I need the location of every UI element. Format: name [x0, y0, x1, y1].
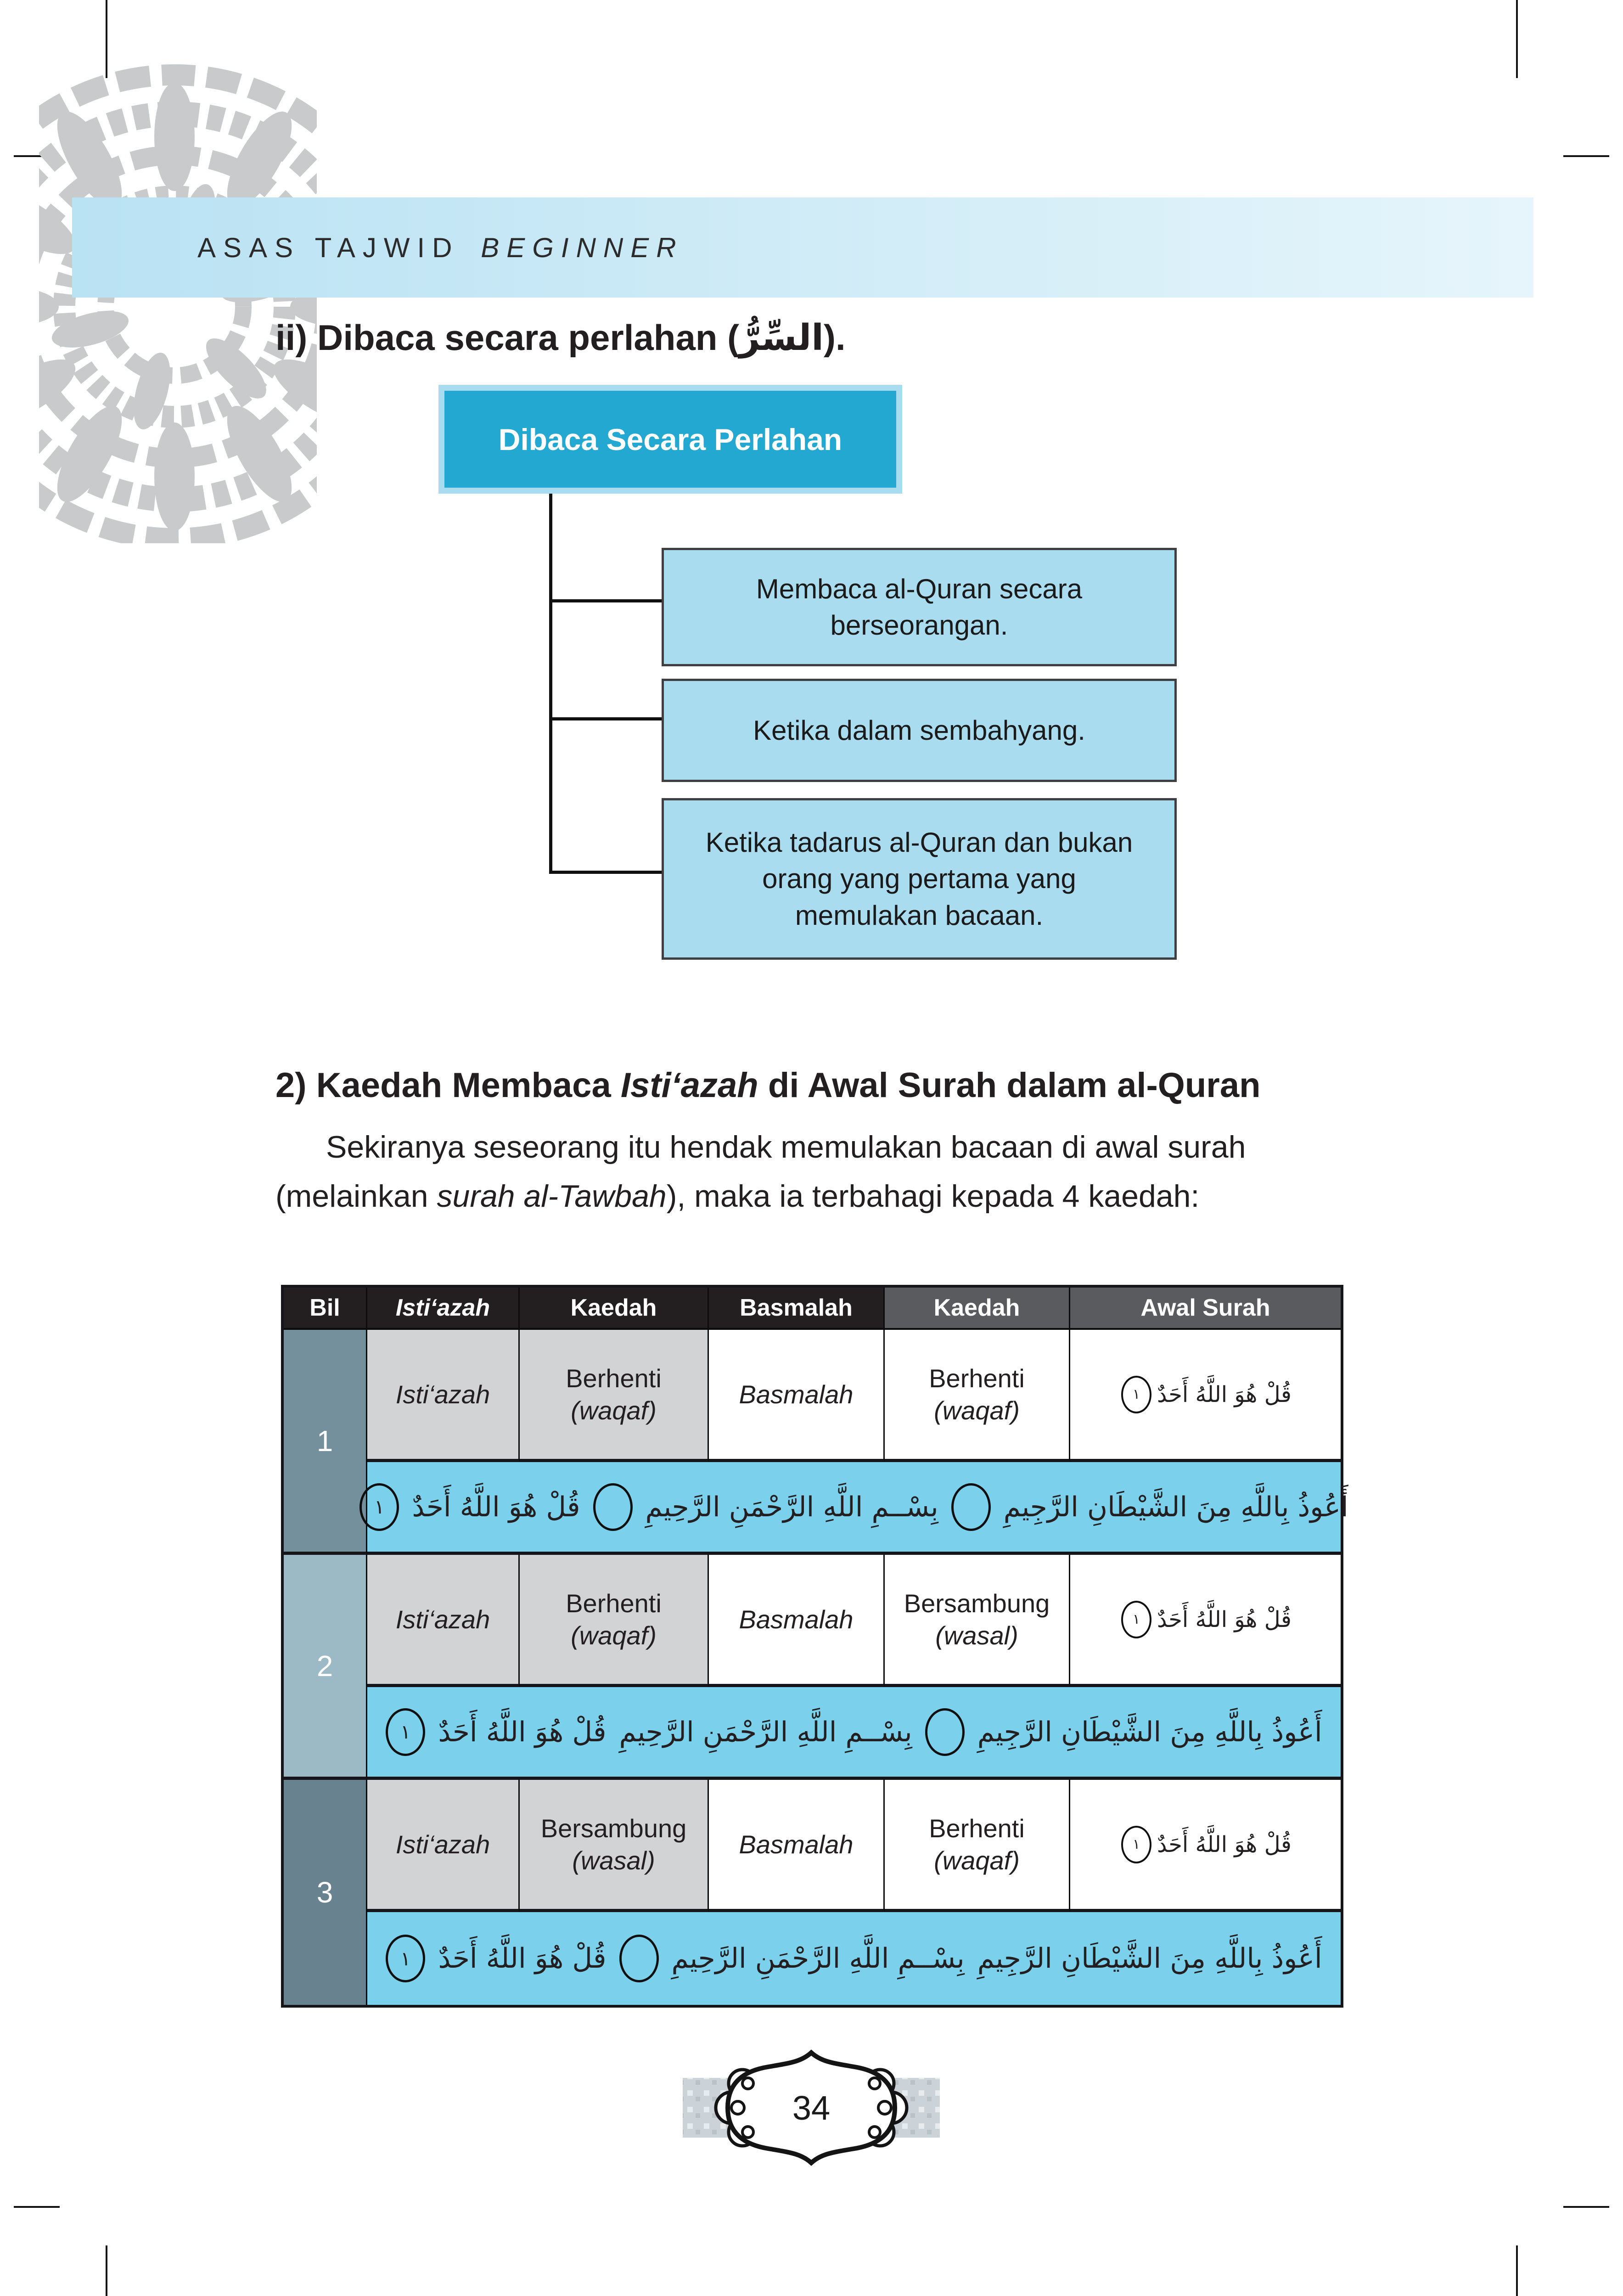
page-number-ornament — [669, 2039, 954, 2177]
example-band — [367, 1912, 1341, 2005]
table-cell-istiazah: Isti‘azah — [367, 1330, 520, 1462]
column-header-kaedah1: Kaedah — [520, 1288, 709, 1330]
crop-mark — [1516, 2245, 1518, 2296]
column-header-istiazah: Isti‘azah — [367, 1288, 520, 1330]
header-band — [72, 197, 1533, 298]
example-recitation-line: أَعُوذُ بِاللَّهِ مِنَ الشَّيْطَانِ الرَّجِيمِ بِسْــمِ اللَّهِ الرَّحْمَنِ الرَّحِيمِ قُلْ هُوَ اللَّهُ أَحَدٌ ١ — [353, 1483, 1354, 1531]
table-cell-awal-surah — [1070, 1330, 1341, 1462]
connector-branch — [549, 599, 662, 602]
table-cell-awal-surah — [1070, 1555, 1341, 1687]
crop-mark — [14, 2206, 60, 2208]
paragraph-line-2: (melainkan surah al-Tawbah), maka ia terbahagi kepada 4 kaedah: — [275, 1179, 1200, 1214]
ayah-marker-icon: ١ — [359, 1483, 399, 1531]
table-row-number: 3 — [284, 1780, 367, 2005]
surah-opening-text: قُلْ هُوَ اللَّهُ أَحَدٌ ١ — [1119, 1826, 1292, 1863]
column-header-kaedah2: Kaedah — [885, 1288, 1070, 1330]
ayah-separator-icon — [619, 1935, 659, 1982]
ayah-separator-icon — [593, 1483, 633, 1531]
example-band — [367, 1687, 1341, 1780]
ayah-marker-icon: ١ — [1121, 1601, 1151, 1638]
example-recitation-line: أَعُوذُ بِاللَّهِ مِنَ الشَّيْطَانِ الرَّجِيمِ بِسْــمِ اللَّهِ الرَّحْمَنِ الرَّحِيمِ قُلْ هُوَ اللَّهُ أَحَدٌ ١ — [379, 1708, 1328, 1756]
ayah-marker-icon: ١ — [386, 1935, 425, 1982]
section2-heading: 2) Kaedah Membaca Isti‘azah di Awal Surah dalam al-Quran — [275, 1066, 1261, 1105]
ayah-separator-icon — [951, 1483, 991, 1531]
paragraph-line-1: Sekiranya seseorang itu hendak memulakan bacaan di awal surah — [326, 1130, 1246, 1165]
table-cell-istiazah: Isti‘azah — [367, 1555, 520, 1687]
table-cell-kaedah2: Berhenti (waqaf) — [885, 1780, 1070, 1912]
table-cell-kaedah2: Berhenti (waqaf) — [885, 1330, 1070, 1462]
table-row-number: 2 — [284, 1555, 367, 1780]
heading-arabic-text: السِّرُّ — [739, 317, 824, 359]
flowchart-child-box-1: Membaca al-Quran secara berseorangan. — [662, 548, 1177, 666]
section1-heading: ii) Dibaca secara perlahan (السِّرُّ). — [275, 317, 846, 359]
series-title-italic: BEGINNER — [481, 232, 684, 263]
table-cell-awal-surah — [1070, 1780, 1341, 1912]
flowchart-child-box-2: Ketika dalam sembahyang. — [662, 679, 1177, 782]
series-title-text: ASAS TAJWID — [197, 232, 460, 263]
table-cell-kaedah1: Bersambung (wasal) — [520, 1780, 709, 1912]
table-cell-basmalah: Basmalah — [709, 1555, 885, 1687]
table-cell-basmalah: Basmalah — [709, 1780, 885, 1912]
column-header-awal-surah: Awal Surah — [1070, 1288, 1341, 1330]
table-cell-kaedah2: Bersambung (wasal) — [885, 1555, 1070, 1687]
surah-opening-text: قُلْ هُوَ اللَّهُ أَحَدٌ ١ — [1119, 1376, 1292, 1413]
crop-mark — [1563, 155, 1609, 157]
series-title — [72, 232, 684, 264]
column-header-bil: Bil — [284, 1288, 367, 1330]
ayah-marker-icon: ١ — [1121, 1826, 1151, 1863]
example-band — [367, 1462, 1348, 1555]
connector-branch — [549, 717, 662, 720]
example-recitation-line: أَعُوذُ بِاللَّهِ مِنَ الشَّيْطَانِ الرَّجِيمِ بِسْــمِ اللَّهِ الرَّحْمَنِ الرَّحِيمِ قُلْ هُوَ اللَّهُ أَحَدٌ ١ — [379, 1935, 1328, 1982]
connector-branch — [549, 871, 662, 874]
kaedah-table — [281, 1285, 1348, 2008]
table-cell-kaedah1: Berhenti (waqaf) — [520, 1330, 709, 1462]
table-row-number: 1 — [284, 1330, 367, 1555]
ayah-marker-icon: ١ — [386, 1708, 425, 1756]
ayah-separator-icon — [925, 1708, 965, 1756]
column-header-basmalah: Basmalah — [709, 1288, 885, 1330]
flowchart-root-box: Dibaca Secara Perlahan — [438, 385, 902, 494]
crop-mark — [1516, 0, 1518, 78]
ayah-marker-icon: ١ — [1121, 1376, 1151, 1413]
crop-mark — [106, 2245, 107, 2296]
table-cell-basmalah: Basmalah — [709, 1330, 885, 1462]
flowchart-child-box-3: Ketika tadarus al-Quran dan bukan orang yang pertama yang memulakan bacaan. — [662, 798, 1177, 960]
table-cell-istiazah: Isti‘azah — [367, 1780, 520, 1912]
crop-mark — [1563, 2206, 1609, 2208]
section2-paragraph — [275, 1123, 1350, 1221]
surah-opening-text: قُلْ هُوَ اللَّهُ أَحَدٌ ١ — [1119, 1601, 1292, 1638]
table-cell-kaedah1: Berhenti (waqaf) — [520, 1555, 709, 1687]
page-number: 34 — [792, 2088, 831, 2127]
connector-trunk — [549, 494, 552, 874]
